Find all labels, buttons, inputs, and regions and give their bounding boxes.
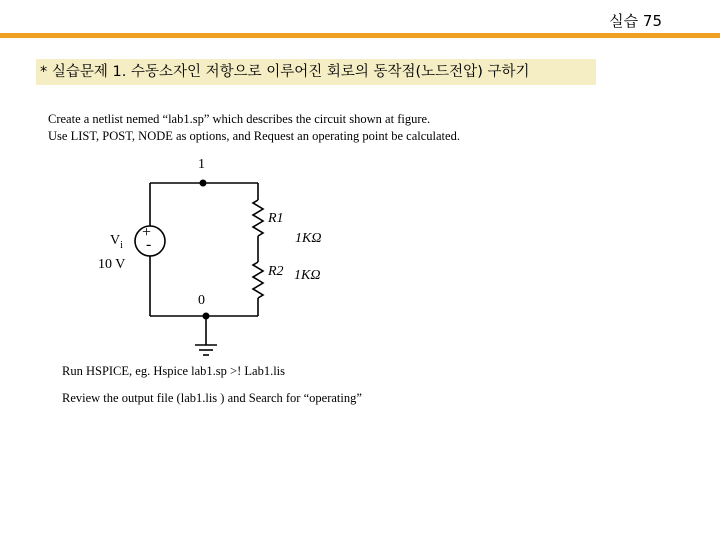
node-0-dot [203,313,210,320]
node-1-label: 1 [198,157,205,172]
r1-name: R1 [268,211,284,226]
source-plus: + [142,224,152,241]
source-value: 10 V [98,257,126,272]
source-subscript: i [120,239,123,251]
page-title: * 실습문제 1. 수동소자인 저항으로 이루어진 회로의 동작점(노드전압) 구하기 [36,59,596,85]
resistor-r2 [253,262,263,298]
instruction-line-2: Use LIST, POST, NODE as options, and Request an operating point be calculated. [48,129,460,143]
node-1-dot [200,180,207,187]
source-name: $V_i$ [110,233,123,251]
r1-value: 1KΩ [295,231,322,246]
footer-line-1: Run HSPICE, eg. Hspice lab1.sp >! Lab1.lis [62,364,286,378]
resistor-r1 [253,200,263,236]
footer-line-2: Review the output file (lab1.lis ) and Search for “operating” [62,391,362,405]
source-minus: - [146,236,152,253]
node-0-label: 0 [198,293,205,308]
page-number: 실습 75 [609,12,662,30]
instruction-line-1: Create a netlist nemed “lab1.sp” which describes the circuit shown at figure. [48,112,431,126]
r2-name: R2 [268,264,284,279]
r2-value: 1KΩ [294,268,321,283]
